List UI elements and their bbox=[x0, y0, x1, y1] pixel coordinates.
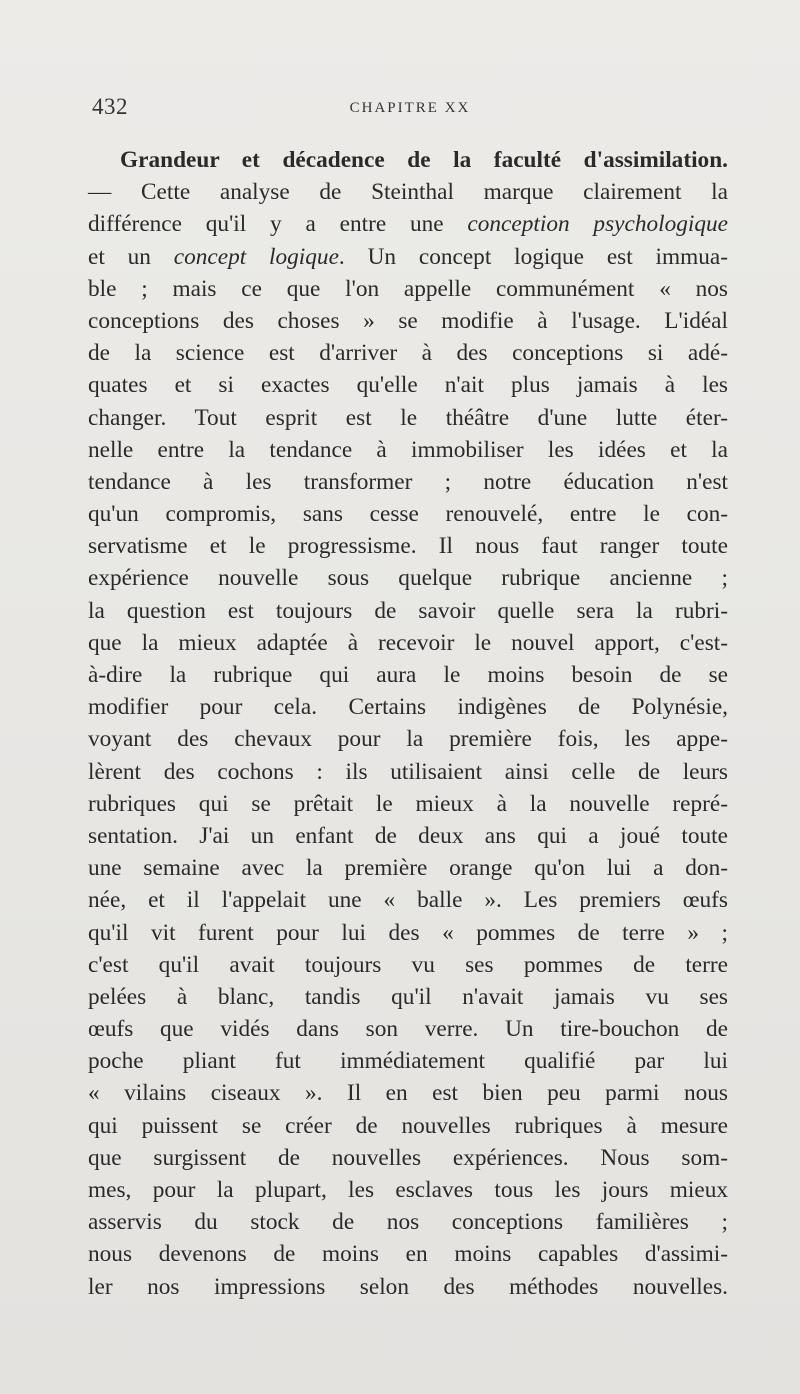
text-line: la question est toujours de savoir quelle sera la rubri- bbox=[88, 597, 728, 624]
text-line: quates et si exactes qu'elle n'ait plus jamais à les bbox=[88, 372, 728, 399]
text-line: nous devenons de moins en moins capables d'assimi- bbox=[88, 1241, 728, 1268]
text-line: ler nos impressions selon des méthodes nouvelles. bbox=[88, 1273, 728, 1300]
text-line: qu'un compromis, sans cesse renouvelé, entre le con- bbox=[88, 501, 728, 528]
text-line: — Cette analyse de Steinthal marque clairement la bbox=[88, 179, 728, 206]
text-line: que surgissent de nouvelles expériences. Nous som- bbox=[88, 1144, 728, 1171]
text-line: rubriques qui se prêtait le mieux à la nouvelle repré- bbox=[88, 790, 728, 817]
text-line: voyant des chevaux pour la première fois, les appe- bbox=[88, 726, 728, 753]
page-number: 432 bbox=[92, 94, 128, 119]
text-line: à-dire la rubrique qui aura le moins besoin de se bbox=[88, 662, 728, 688]
text-line: servatisme et le progressisme. Il nous faut ranger toute bbox=[88, 533, 728, 560]
text-line: « vilains ciseaux ». Il en est bien peu parmi nous bbox=[88, 1080, 728, 1107]
text-line: lèrent des cochons : ils utilisaient ainsi celle de leurs bbox=[88, 758, 728, 785]
text-line: qu'il vit furent pour lui des « pommes de terre » ; bbox=[88, 919, 728, 946]
text-line: sentation. J'ai un enfant de deux ans qui a joué toute bbox=[88, 822, 728, 849]
text-line: différence qu'il y a entre une conception psychologique bbox=[88, 211, 729, 238]
text-line: une semaine avec la première orange qu'on lui a don- bbox=[88, 855, 728, 882]
text-line: que la mieux adaptée à recevoir le nouvel apport, c'est- bbox=[88, 629, 728, 656]
text-line: ble ; mais ce que l'on appelle communément « nos bbox=[88, 275, 728, 302]
text-line: asservis du stock de nos conceptions familières ; bbox=[88, 1209, 728, 1236]
text-line: changer. Tout esprit est le théâtre d'une lutte éter- bbox=[88, 404, 728, 431]
text-line: de la science est d'arriver à des conceptions si adé- bbox=[88, 340, 728, 367]
running-head bbox=[92, 94, 728, 124]
text-line: c'est qu'il avait toujours vu ses pommes de terre bbox=[88, 951, 728, 978]
chapter-title: CHAPITRE XX bbox=[349, 100, 471, 116]
body-text bbox=[88, 144, 728, 1303]
text-line: pelées à blanc, tandis qu'il n'avait jamais vu ses bbox=[88, 983, 728, 1010]
text-line: modifier pour cela. Certains indigènes de Polynésie, bbox=[88, 694, 728, 721]
text-line: mes, pour la plupart, les esclaves tous les jours mieux bbox=[88, 1177, 728, 1203]
text-line: œufs que vidés dans son verre. Un tire-bouchon de bbox=[88, 1016, 728, 1043]
text-line: tendance à les transformer ; notre éducation n'est bbox=[88, 468, 728, 495]
text-line: et un concept logique. Un concept logique est immua- bbox=[88, 243, 728, 270]
text-line: nelle entre la tendance à immobiliser les idées et la bbox=[88, 436, 728, 463]
section-heading: Grandeur et décadence de la faculté d'assimilation. bbox=[120, 147, 728, 173]
text-line: née, et il l'appelait une « balle ». Les premiers œufs bbox=[88, 887, 728, 914]
text-line: qui puissent se créer de nouvelles rubriques à mesure bbox=[88, 1112, 728, 1139]
text-line: expérience nouvelle sous quelque rubrique ancienne ; bbox=[88, 565, 728, 592]
text-line: conceptions des choses » se modifie à l'usage. L'idéal bbox=[88, 307, 728, 334]
text-line: poche pliant fut immédiatement qualifié par lui bbox=[88, 1048, 728, 1075]
